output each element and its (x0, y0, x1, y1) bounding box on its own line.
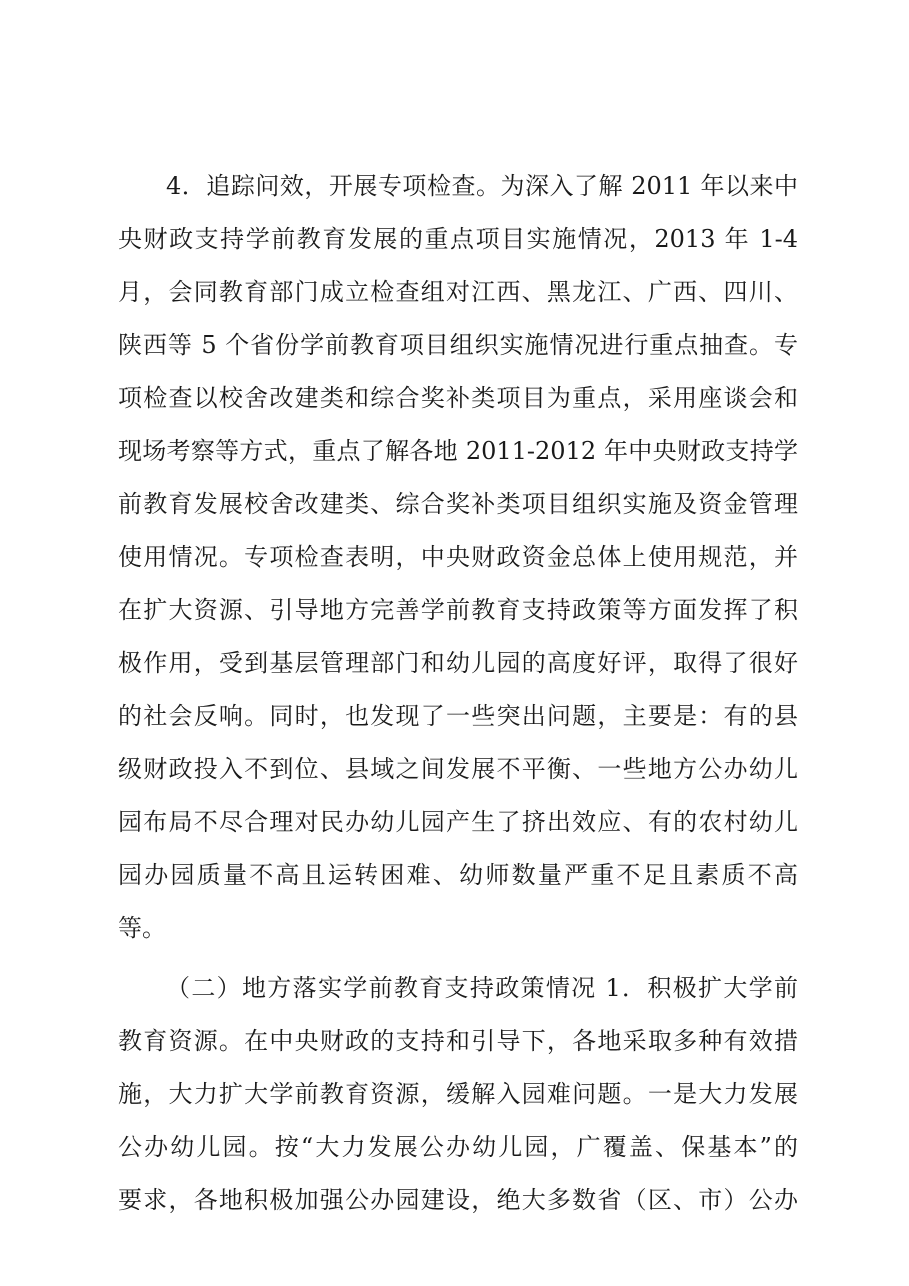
text-line: 项检查以校舍改建类和综合奖补类项目为重点，采用座谈会和 (118, 384, 798, 412)
text-line: 园办园质量不高且运转困难、幼师数量严重不足且素质不高 (118, 861, 798, 889)
text-line: 教育资源。在中央财政的支持和引导下，各地采取多种有效措 (118, 1027, 798, 1055)
text-line: 前教育发展校舍改建类、综合奖补类项目组织实施及资金管理 (118, 490, 798, 518)
text-line: 在扩大资源、引导地方完善学前教育支持政策等方面发挥了积 (118, 596, 798, 624)
text-line: 要求，各地积极加强公办园建设，绝大多数省（区、市）公办 (118, 1186, 798, 1214)
text-line: 等。 (118, 914, 166, 942)
text-line: 施，大力扩大学前教育资源，缓解入园难问题。一是大力发展 (118, 1080, 798, 1108)
text-line: 月，会同教育部门成立检查组对江西、黑龙江、广西、四川、 (118, 278, 798, 306)
text-line: 4．追踪问效，开展专项检查。为深入了解 2011 年以来中 (166, 172, 798, 200)
text-line: 使用情况。专项检查表明，中央财政资金总体上使用规范，并 (118, 543, 798, 571)
text-line: 极作用，受到基层管理部门和幼儿园的高度好评，取得了很好 (118, 649, 798, 677)
text-line: 央财政支持学前教育发展的重点项目实施情况，2013 年 1-4 (118, 225, 798, 253)
text-line: 陕西等 5 个省份学前教育项目组织实施情况进行重点抽查。专 (118, 331, 798, 359)
text-line: （二）地方落实学前教育支持政策情况 1．积极扩大学前 (166, 974, 798, 1002)
text-line: 园布局不尽合理对民办幼儿园产生了挤出效应、有的农村幼儿 (118, 808, 798, 836)
text-line: 级财政投入不到位、县域之间发展不平衡、一些地方公办幼儿 (118, 755, 798, 783)
text-line: 公办幼儿园。按“大力发展公办幼儿园，广覆盖、保基本”的 (118, 1133, 798, 1161)
text-line: 的社会反响。同时，也发现了一些突出问题，主要是：有的县 (118, 702, 798, 730)
text-line: 现场考察等方式，重点了解各地 2011-2012 年中央财政支持学 (118, 437, 798, 465)
